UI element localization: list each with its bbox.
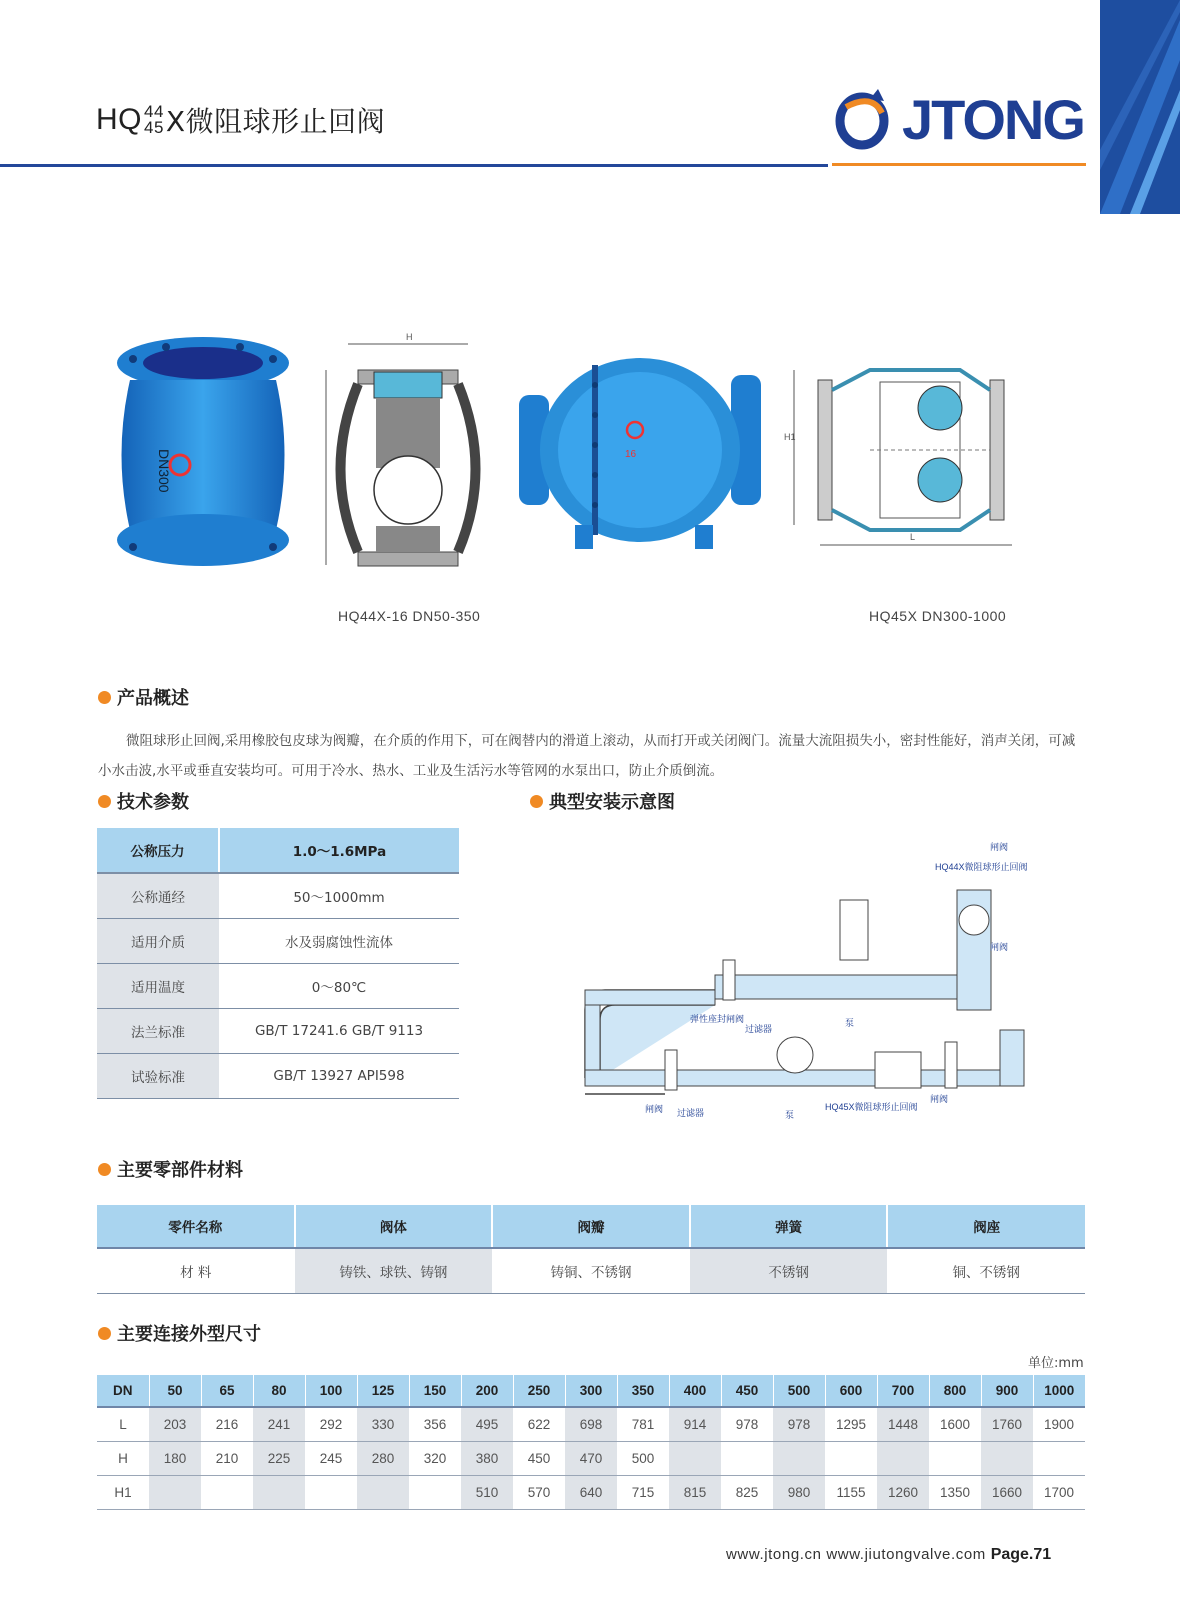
dims-cell: 380 bbox=[461, 1441, 513, 1475]
dims-header-cell: 50 bbox=[149, 1375, 201, 1407]
dims-cell: 225 bbox=[253, 1441, 305, 1475]
materials-heading: 主要零部件材料 bbox=[98, 1156, 243, 1182]
dims-cell: 1350 bbox=[929, 1475, 981, 1509]
dims-cell bbox=[1033, 1441, 1085, 1475]
dims-header-cell: 700 bbox=[877, 1375, 929, 1407]
overview-text: 微阻球形止回阀,采用橡胶包皮球为阀瓣，在介质的作用下，可在阀替内的滑道上滚动，从而打开或关闭阀门。流量大流阻损失小，密封性能好，消声关闭，可减小水击波,水平或垂直安装均可。可用于冷水、热水、工业及生活污水等管网的水泵出口，防止介质倒流。 bbox=[98, 733, 1076, 779]
bullet-dot-icon bbox=[98, 1327, 111, 1340]
hq45x-photo bbox=[515, 345, 765, 555]
bullet-dot-icon bbox=[530, 795, 543, 808]
dims-header-cell: 600 bbox=[825, 1375, 877, 1407]
materials-cell: 铸铜、不锈钢 bbox=[492, 1248, 690, 1293]
corner-decoration bbox=[1100, 0, 1180, 214]
tech-key: 适用介质 bbox=[97, 918, 219, 963]
dims-header-cell: DN bbox=[97, 1375, 149, 1407]
svg-text:过滤器: 过滤器 bbox=[677, 1108, 705, 1118]
footer bbox=[726, 1546, 1051, 1564]
header-accent-rule bbox=[832, 163, 1086, 166]
page-number: Page.71 bbox=[990, 1546, 1052, 1563]
dims-cell: 280 bbox=[357, 1441, 409, 1475]
brand-mark-icon bbox=[832, 87, 894, 151]
dims-header-cell: 800 bbox=[929, 1375, 981, 1407]
tech-value: 0～80℃ bbox=[219, 963, 459, 1008]
svg-text:L: L bbox=[910, 532, 916, 542]
svg-text:闸阀: 闸阀 bbox=[990, 942, 1009, 952]
tech-row bbox=[97, 1053, 459, 1098]
dims-cell bbox=[201, 1475, 253, 1509]
tech-key: 适用温度 bbox=[97, 963, 219, 1008]
tech-row bbox=[97, 1008, 459, 1053]
dims-cell: 978 bbox=[773, 1407, 825, 1441]
dims-cell: 570 bbox=[513, 1475, 565, 1509]
dims-cell: 356 bbox=[409, 1407, 461, 1441]
dims-cell bbox=[305, 1475, 357, 1509]
materials-header-cell: 零件名称 bbox=[97, 1205, 295, 1248]
installation-diagram bbox=[585, 830, 1045, 1140]
dims-cell: 1900 bbox=[1033, 1407, 1085, 1441]
dims-header-row bbox=[97, 1375, 1085, 1407]
svg-text:泵: 泵 bbox=[785, 1110, 795, 1120]
valve-marking: DN300 bbox=[156, 449, 172, 493]
dims-cell: 1155 bbox=[825, 1475, 877, 1509]
materials-row bbox=[97, 1248, 1085, 1293]
svg-text:HQ45X微阻球形止回阀: HQ45X微阻球形止回阀 bbox=[825, 1102, 918, 1112]
tech-heading: 技术参数 bbox=[98, 788, 189, 814]
dims-header-cell: 500 bbox=[773, 1375, 825, 1407]
tech-row bbox=[97, 828, 459, 873]
dims-heading: 主要连接外型尺寸 bbox=[98, 1320, 261, 1346]
dims-cell bbox=[825, 1441, 877, 1475]
materials-cell: 铜、不锈钢 bbox=[887, 1248, 1085, 1293]
dims-cell: 622 bbox=[513, 1407, 565, 1441]
materials-header-cell: 阀瓣 bbox=[492, 1205, 690, 1248]
dims-header-cell: 350 bbox=[617, 1375, 669, 1407]
svg-text:弹性座封闸阀: 弹性座封闸阀 bbox=[690, 1014, 745, 1024]
dims-cell: 210 bbox=[201, 1441, 253, 1475]
svg-text:HQ44X微阻球形止回阀: HQ44X微阻球形止回阀 bbox=[935, 862, 1028, 872]
dims-cell: 698 bbox=[565, 1407, 617, 1441]
dims-cell bbox=[409, 1475, 461, 1509]
dims-header-cell: 65 bbox=[201, 1375, 253, 1407]
dims-cell: 330 bbox=[357, 1407, 409, 1441]
dims-cell: H bbox=[97, 1441, 149, 1475]
dims-cell bbox=[981, 1441, 1033, 1475]
dims-cell bbox=[929, 1441, 981, 1475]
tech-value: GB/T 13927 API598 bbox=[219, 1053, 459, 1098]
brand-logo bbox=[832, 80, 1092, 158]
dims-header-cell: 1000 bbox=[1033, 1375, 1085, 1407]
dims-cell: 980 bbox=[773, 1475, 825, 1509]
materials-header-cell: 弹簧 bbox=[690, 1205, 888, 1248]
dims-header-cell: 80 bbox=[253, 1375, 305, 1407]
dims-cell: 320 bbox=[409, 1441, 461, 1475]
bullet-dot-icon bbox=[98, 1163, 111, 1176]
dims-cell: H1 bbox=[97, 1475, 149, 1509]
dims-cell bbox=[773, 1441, 825, 1475]
materials-cell: 铸铁、球铁、铸钢 bbox=[295, 1248, 493, 1293]
svg-text:过滤器: 过滤器 bbox=[745, 1024, 773, 1034]
overview-heading: 产品概述 bbox=[98, 684, 189, 710]
valve-marking-2: 16 bbox=[625, 449, 637, 460]
dims-cell: 292 bbox=[305, 1407, 357, 1441]
dims-cell: 1700 bbox=[1033, 1475, 1085, 1509]
materials-cell: 材 料 bbox=[97, 1248, 295, 1293]
dims-header-cell: 100 bbox=[305, 1375, 357, 1407]
svg-text:H: H bbox=[406, 332, 413, 342]
dims-row bbox=[97, 1407, 1085, 1441]
dims-cell: L bbox=[97, 1407, 149, 1441]
dims-cell: 500 bbox=[617, 1441, 669, 1475]
dims-unit: 单位:mm bbox=[1028, 1356, 1084, 1371]
dims-cell: 815 bbox=[669, 1475, 721, 1509]
dims-cell: 914 bbox=[669, 1407, 721, 1441]
materials-header-row bbox=[97, 1205, 1085, 1248]
materials-table bbox=[97, 1205, 1085, 1294]
dims-cell: 203 bbox=[149, 1407, 201, 1441]
install-heading: 典型安装示意图 bbox=[530, 788, 675, 814]
title-sup: 44 bbox=[144, 102, 164, 121]
tech-key: 公称通经 bbox=[97, 873, 219, 918]
dims-cell: 245 bbox=[305, 1441, 357, 1475]
tech-key: 法兰标准 bbox=[97, 1008, 219, 1053]
tech-value: 1.0～1.6MPa bbox=[219, 828, 459, 873]
materials-header-cell: 阀座 bbox=[887, 1205, 1085, 1248]
materials-cell: 不锈钢 bbox=[690, 1248, 888, 1293]
dims-header-cell: 200 bbox=[461, 1375, 513, 1407]
dims-cell: 180 bbox=[149, 1441, 201, 1475]
tech-value: 水及弱腐蚀性流体 bbox=[219, 918, 459, 963]
bullet-dot-icon bbox=[98, 795, 111, 808]
dims-cell: 1600 bbox=[929, 1407, 981, 1441]
dims-cell bbox=[721, 1441, 773, 1475]
title-rest: X微阻球形止回阀 bbox=[165, 105, 386, 138]
bullet-dot-icon bbox=[98, 691, 111, 704]
dims-cell: 1760 bbox=[981, 1407, 1033, 1441]
figure-caption-right: HQ45X DN300-1000 bbox=[869, 608, 1007, 624]
dims-cell bbox=[669, 1441, 721, 1475]
tech-row bbox=[97, 918, 459, 963]
tech-table bbox=[97, 828, 459, 1099]
dims-cell: 1660 bbox=[981, 1475, 1033, 1509]
dims-cell: 450 bbox=[513, 1441, 565, 1475]
svg-text:H1: H1 bbox=[784, 432, 796, 442]
dims-row bbox=[97, 1475, 1085, 1509]
dims-header-cell: 400 bbox=[669, 1375, 721, 1407]
dims-cell: 495 bbox=[461, 1407, 513, 1441]
dims-header-cell: 300 bbox=[565, 1375, 617, 1407]
dims-cell: 715 bbox=[617, 1475, 669, 1509]
dims-cell bbox=[357, 1475, 409, 1509]
dims-cell bbox=[149, 1475, 201, 1509]
dims-cell: 1295 bbox=[825, 1407, 877, 1441]
svg-text:闸阀: 闸阀 bbox=[930, 1094, 949, 1104]
tech-key: 公称压力 bbox=[97, 828, 219, 873]
title-prefix: HQ bbox=[96, 103, 142, 136]
dims-cell: 978 bbox=[721, 1407, 773, 1441]
hq45x-drawing bbox=[784, 350, 1030, 560]
dims-cell: 470 bbox=[565, 1441, 617, 1475]
dims-header-cell: 900 bbox=[981, 1375, 1033, 1407]
tech-row bbox=[97, 873, 459, 918]
tech-row bbox=[97, 963, 459, 1008]
dims-header-cell: 125 bbox=[357, 1375, 409, 1407]
dims-table bbox=[97, 1375, 1085, 1510]
dims-cell: 216 bbox=[201, 1407, 253, 1441]
dims-row bbox=[97, 1441, 1085, 1475]
dims-cell: 1260 bbox=[877, 1475, 929, 1509]
brand-name: JTONG bbox=[902, 87, 1084, 151]
dims-cell: 781 bbox=[617, 1407, 669, 1441]
svg-text:闸阀: 闸阀 bbox=[990, 842, 1009, 852]
dims-header-cell: 150 bbox=[409, 1375, 461, 1407]
dims-cell: 1448 bbox=[877, 1407, 929, 1441]
dims-cell bbox=[877, 1441, 929, 1475]
tech-value: 50～1000mm bbox=[219, 873, 459, 918]
header-rule bbox=[0, 164, 828, 167]
svg-text:闸阀: 闸阀 bbox=[645, 1104, 664, 1114]
dims-cell: 640 bbox=[565, 1475, 617, 1509]
footer-sites: www.jtong.cn www.jiutongvalve.com bbox=[726, 1546, 986, 1563]
dims-header-cell: 250 bbox=[513, 1375, 565, 1407]
title-fraction bbox=[144, 104, 164, 136]
page-title bbox=[96, 100, 385, 140]
dims-header-cell: 450 bbox=[721, 1375, 773, 1407]
hq44x-drawing bbox=[318, 330, 493, 580]
figure-caption-left: HQ44X-16 DN50-350 bbox=[338, 608, 481, 624]
hq44x-photo bbox=[108, 335, 298, 575]
tech-key: 试验标准 bbox=[97, 1053, 219, 1098]
svg-text:泵: 泵 bbox=[845, 1018, 855, 1028]
materials-header-cell: 阀体 bbox=[295, 1205, 493, 1248]
dims-cell bbox=[253, 1475, 305, 1509]
dims-cell: 825 bbox=[721, 1475, 773, 1509]
dims-cell: 241 bbox=[253, 1407, 305, 1441]
tech-value: GB/T 17241.6 GB/T 9113 bbox=[219, 1008, 459, 1053]
dims-cell: 510 bbox=[461, 1475, 513, 1509]
title-sub: 45 bbox=[144, 118, 164, 137]
